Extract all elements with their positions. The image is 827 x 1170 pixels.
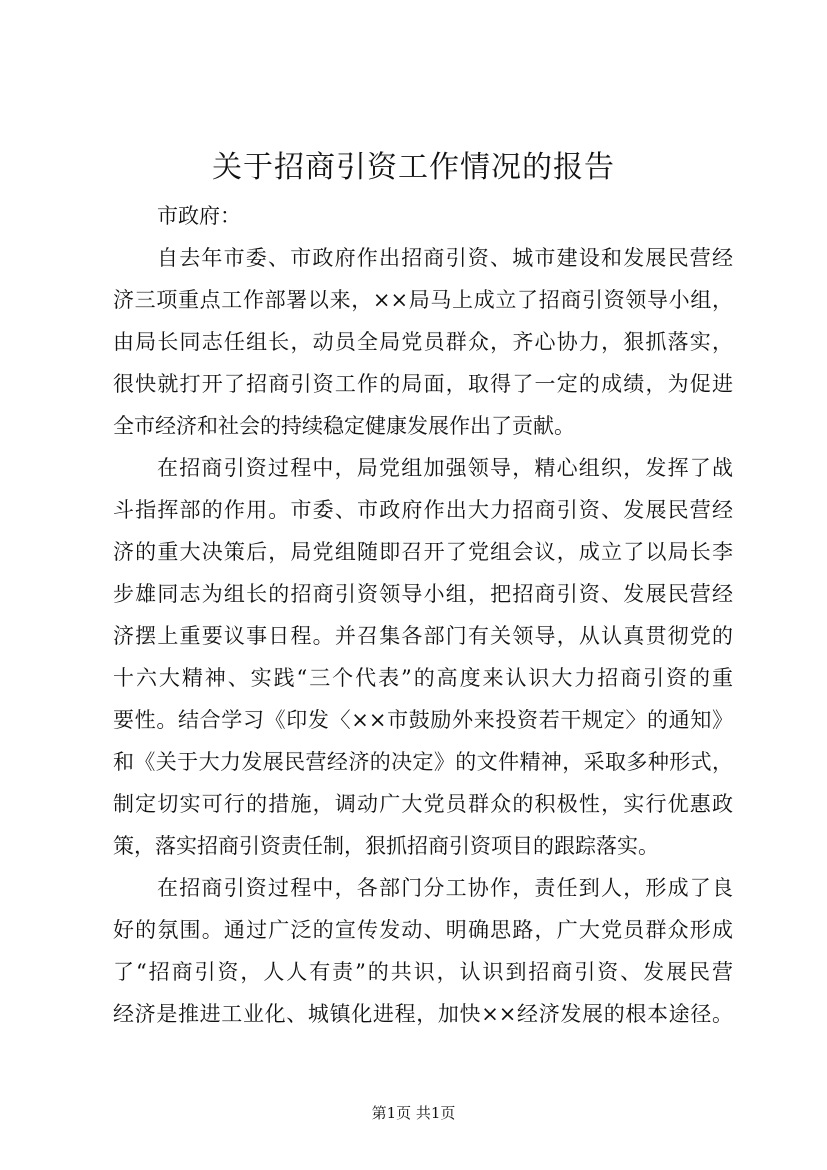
paragraph-2-line-5: 济摆上重要议事日程。并召集各部门有关领导，从认真贯彻党的 — [113, 624, 733, 648]
paragraph-3-line-3: 了“招商引资，人人有责”的共识，认识到招商引资、发展民营 — [113, 960, 733, 984]
paragraph-2-line-2: 斗指挥部的作用。市委、市政府作出大力招商引资、发展民营经 — [113, 498, 733, 522]
paragraph-2-line-10: 策，落实招商引资责任制，狠抓招商引资项目的跟踪落实。 — [113, 834, 659, 858]
paragraph-2-line-3: 济的重大决策后，局党组随即召开了党组会议，成立了以局长李 — [113, 540, 733, 564]
paragraph-1-line-4: 很快就打开了招商引资工作的局面，取得了一定的成绩，为促进 — [113, 372, 733, 396]
paragraph-3-line-4: 经济是推进工业化、城镇化进程，加快××经济发展的根本途径。 — [113, 1002, 733, 1026]
paragraph-1-line-5: 全市经济和社会的持续稳定健康发展作出了贡献。 — [113, 414, 575, 438]
salutation: 市政府： — [157, 204, 241, 228]
paragraph-2-line-4: 步雄同志为组长的招商引资领导小组，把招商引资、发展民营经 — [113, 582, 733, 606]
paragraph-1-line-1: 自去年市委、市政府作出招商引资、城市建设和发展民营经 — [157, 246, 733, 270]
paragraph-2-line-9: 制定切实可行的措施，调动广大党员群众的积极性，实行优惠政 — [113, 792, 733, 816]
paragraph-2-line-6: 十六大精神、实践“三个代表”的高度来认识大力招商引资的重 — [113, 666, 733, 690]
paragraph-1-line-2: 济三项重点工作部署以来，××局马上成立了招商引资领导小组， — [113, 288, 733, 312]
paragraph-1-line-3: 由局长同志任组长，动员全局党员群众，齐心协力，狠抓落实， — [113, 330, 733, 354]
paragraph-2-line-8: 和《关于大力发展民营经济的决定》的文件精神，采取多种形式， — [113, 750, 733, 774]
paragraph-2-line-1: 在招商引资过程中，局党组加强领导，精心组织，发挥了战 — [157, 456, 733, 480]
page-footer: 第1页 共1页 — [371, 1104, 456, 1122]
paragraph-2-line-7: 要性。结合学习《印发〈××市鼓励外来投资若干规定〉的通知》 — [113, 708, 733, 732]
paragraph-3-line-1: 在招商引资过程中，各部门分工协作，责任到人，形成了良 — [157, 876, 733, 900]
document-title: 关于招商引资工作情况的报告 — [212, 150, 615, 185]
paragraph-3-line-2: 好的氛围。通过广泛的宣传发动、明确思路，广大党员群众形成 — [113, 918, 733, 942]
